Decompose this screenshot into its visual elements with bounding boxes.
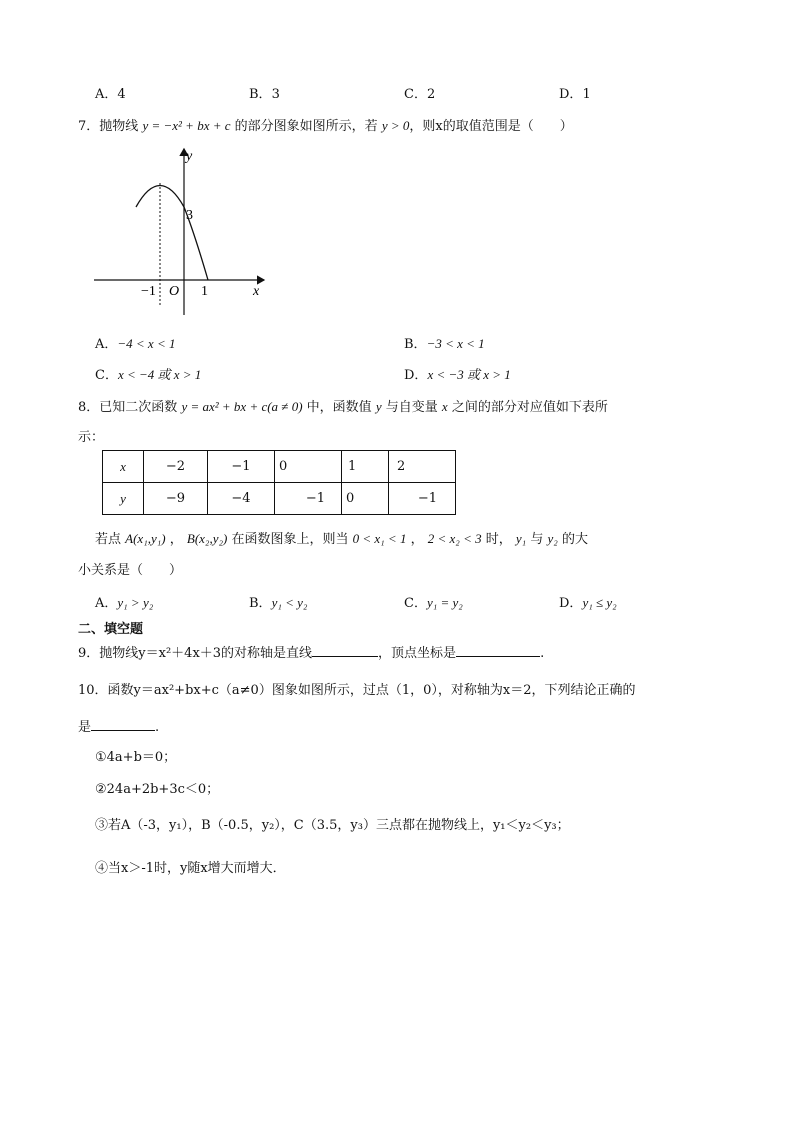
q8-stem-line1: 8．已知二次函数 y = ax² + bx + c(a ≠ 0) 中，函数值 y 与自变量 x 之间的部分对应值如下表所 [78,399,608,415]
table-cell: 2 [389,451,456,483]
tick-1: 1 [201,284,208,299]
q10-stem-line1: 10．函数y＝ax²+bx+c（a≠0）图象如图所示，过点（1，0），对称轴为x＝2，下列结论正确的 [78,683,636,698]
q7-option-b: B．−3 < x < 1 [404,336,485,352]
q7-stem: 7．抛物线 y = −x² + bx + c 的部分图象如图所示，若 y > 0，则x的取值范围是（ ） [78,118,573,134]
q8-stem-line2: 示： [78,430,105,445]
q7-option-c: C．x < −4 或 x > 1 [95,367,202,383]
table-cell: 0 [342,483,389,515]
table-cell: x [103,451,144,483]
q9-blank-1[interactable] [312,644,378,657]
table-cell: 0 [275,451,342,483]
q10-stem-line2: 是 . [78,720,160,735]
q10-item-4: ④当x＞-1时，y随x增大而增大． [95,861,286,876]
q10-item-1: ①4a+b＝0； [95,750,177,765]
section-title: 二、填空题 [78,622,144,637]
q7-parabola-graph [90,143,270,323]
q6-option-c: C．2 [404,87,436,102]
q8-option-d: D．y₁ ≤ y₂ [559,595,617,611]
table-cell: −1 [275,483,342,515]
q8-stem-line3: 若点 A(x₁,y₁) ， B(x₂,y₂) 在函数图象上，则当 0 < x₁ < 1 ， 2 < x₂ < 3 时， y₁ 与 y₂ 的大 [95,531,588,547]
q10-item-2: ②24a+2b+3c＜0； [95,782,220,797]
q10-blank[interactable] [91,718,155,731]
table-row [103,451,456,483]
q10-item-3: ③若A（-3，y₁），B（-0.5，y₂），C（3.5，y₃）三点都在抛物线上，y₁＜y₂＜y₃； [95,818,570,833]
parabola-curve [136,186,208,281]
table-cell: y [103,483,144,515]
q8-option-a: A．y₁ > y₂ [95,595,154,611]
q6-option-a: A．4 [95,87,126,102]
table-row [103,483,456,515]
table-cell: 1 [342,451,389,483]
table-cell: −9 [144,483,208,515]
q8-stem-line4: 小关系是（ ） [78,563,183,578]
table-cell: −1 [389,483,456,515]
tick-neg1: −1 [141,284,156,299]
y-axis-label: y [186,149,193,164]
table-cell: −1 [208,451,275,483]
q8-value-table [102,450,456,515]
q9-blank-2[interactable] [456,644,540,657]
q6-option-d: D．1 [559,87,591,102]
table-cell: −4 [208,483,275,515]
tick-3: 3 [186,208,193,223]
origin-label: O [169,284,180,299]
q6-option-b: B．3 [249,87,280,102]
table-cell: −2 [144,451,208,483]
q7-option-a: A．−4 < x < 1 [95,336,176,352]
q8-option-b: B．y₁ < y₂ [249,595,308,611]
q8-option-c: C．y₁ = y₂ [404,595,463,611]
x-axis-label: x [253,284,260,299]
q9-stem: 9．抛物线y＝x²＋4x＋3的对称轴是直线 ，顶点坐标是 . [78,646,545,661]
q7-option-d: D．x < −3 或 x > 1 [404,367,511,383]
